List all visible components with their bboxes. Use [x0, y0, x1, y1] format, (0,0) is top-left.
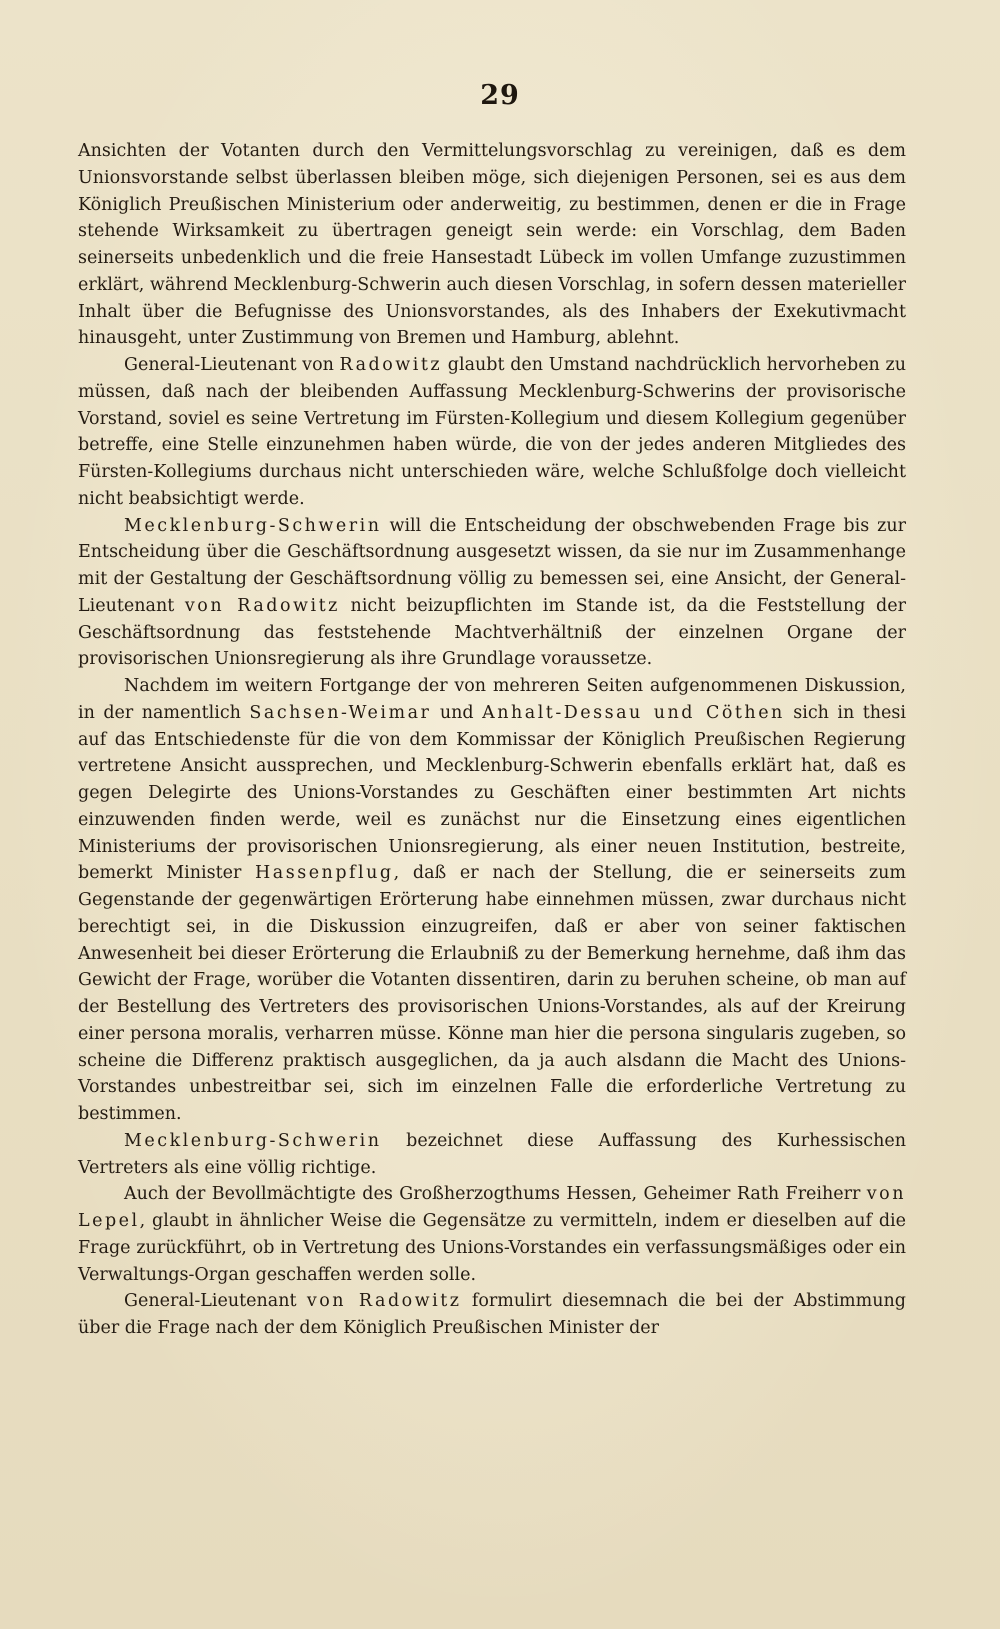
emphasized-name: Radowitz — [339, 355, 443, 375]
emphasized-name: Mecklenburg-Schwerin — [124, 515, 382, 536]
emphasized-name: Sachsen-Weimar — [249, 702, 432, 723]
paragraph — [78, 1181, 906, 1288]
paragraph-text: Ansichten der Votanten durch den Vermittelungsvorschlag zu vereinigen, daß es dem Unionsvorstande selbst überlassen bleiben möge, sich diejenigen Personen, sei es aus dem Königlich Preußischen Ministerium oder anderweitig, zu bestimmen, denen er die in Frage stehende Wirksamkeit zu übertragen geneigt sein werde: ein Vorschlag, dem Baden seinerseits unbedenklich und die freie Hansestadt Lübeck im vollen Umfange zuzustimmen erklärt, während Mecklenburg-Schwerin auch diesen Vorschlag, in sofern dessen materieller Inhalt über die Befugnisse des Unionsvorstandes, als des Inhabers der Exekutivmacht hinausgeht, unter Zustimmung von Bremen und Hamburg, ablehnt. — [78, 141, 906, 349]
emphasized-name: von Radowitz — [184, 595, 340, 616]
paragraph-text: will die Entscheidung der obschwebenden Frage bis zur Entscheidung über die Geschäftsordnung ausgesetzt wissen, da sie nur im Zusammenhange mit der Gestaltung der Geschäftsordnung völlig zu bemessen sei, eine Ansicht, der General-Lieutenant — [78, 515, 906, 616]
paragraph-text: glaubt den Umstand nachdrücklich hervorheben zu müssen, daß nach der bleibenden Auffassung Mecklenburg-Schwerins der provisorische Vorstand, soviel es seine Vertretung im Fürsten-Kollegium und diesem Kollegium gegenüber betreffe, eine Stelle einzunehmen haben würde, die von der jedes anderen Mitgliedes des Fürsten-Kollegiums durchaus nicht unterschieden wäre, welche Schlußfolge doch vielleicht nicht beabsichtigt werde. — [78, 355, 906, 509]
emphasized-name: Anhalt-Dessau und Cöthen — [482, 702, 785, 723]
paragraph-text: Nachdem im weitern Fortgange der von mehreren Seiten aufgenommenen Diskussion, in der namentlich — [78, 676, 906, 723]
emphasized-name: von Radowitz — [306, 1291, 462, 1312]
page-number: 29 — [480, 80, 520, 111]
body-text — [78, 138, 906, 1342]
paragraph-text: , glaubt in ähnlicher Weise die Gegensätze zu vermitteln, indem er dieselben auf die Frage zurückführt, ob in Vertretung des Unions-Vorstandes ein verfassungsmäßiges oder ein Verwaltungs-Organ geschaffen werden solle. — [78, 1211, 906, 1285]
paragraph — [78, 673, 906, 1128]
paragraph-text: General-Lieutenant — [124, 1291, 307, 1312]
paragraph — [78, 1288, 906, 1342]
paragraph-text: und — [431, 702, 483, 723]
emphasized-name: Hassenpflug — [255, 863, 394, 884]
emphasized-name: Mecklenburg-Schwerin — [124, 1130, 382, 1151]
paragraph — [78, 352, 906, 513]
paragraph-text: nicht beizupflichten im Stande ist, da die Feststellung der Geschäftsordnung das feststehende Machtverhältniß der einzelnen Organe der provisorischen Unionsregierung als ihre Grundlage voraussetze. — [78, 595, 906, 670]
paragraph-text: Auch der Bevollmächtigte des Großherzogthums Hessen, Geheimer Rath Freiherr — [124, 1184, 867, 1205]
paragraph-text: General-Lieutenant von — [124, 355, 340, 375]
paragraph — [78, 513, 906, 674]
paragraph-text: formulirt diesemnach die bei der Abstimmung über die Frage nach der dem Königlich Preußischen Minister der — [78, 1291, 906, 1338]
paragraph-text: sich in thesi auf das Entschiedenste für die von dem Kommissar der Königlich Preußischen Regierung vertretene Ansicht aussprechen, und Mecklenburg-Schwerin ebenfalls erklärt hat, daß es gegen Delegirte des Unions-Vorstandes zu Geschäften einer bestimmten Art nichts einzuwenden finden werde, weil es zunächst nur die Einsetzung eines eigentlichen Ministeriums der provisorischen Unionsregierung, als einer neuen Institution, bestreite, bemerkt Minister — [78, 702, 906, 884]
paragraph-text: , daß er nach der Stellung, die er seinerseits zum Gegenstande der gegenwärtigen Erörterung habe einnehmen müssen, zwar durchaus nicht berechtigt sei, in die Diskussion einzugreifen, daß er aber von seiner faktischen Anwesenheit bei dieser Erörterung die Erlaubniß zu der Bemerkung hernehme, daß ihm das Gewicht der Frage, worüber die Votanten dissentiren, darin zu beruhen scheine, ob man auf der Bestellung des Vertreters des provisorischen Unions-Vorstandes, als auf der Kreirung einer persona moralis, verharren müsse. Könne man hier die persona singularis zugeben, so scheine die Differenz praktisch ausgeglichen, da ja auch alsdann die Macht des Unions-Vorstandes unbestreitbar sei, sich im einzelnen Falle die erforderliche Vertretung zu bestimmen. — [78, 863, 906, 1124]
emphasized-name: von Lepel — [78, 1184, 906, 1231]
paragraph-text: bezeichnet diese Auffassung des Kurhessischen Vertreters als eine völlig richtige. — [78, 1130, 906, 1178]
paragraph — [78, 1128, 906, 1182]
paragraph — [78, 138, 906, 352]
